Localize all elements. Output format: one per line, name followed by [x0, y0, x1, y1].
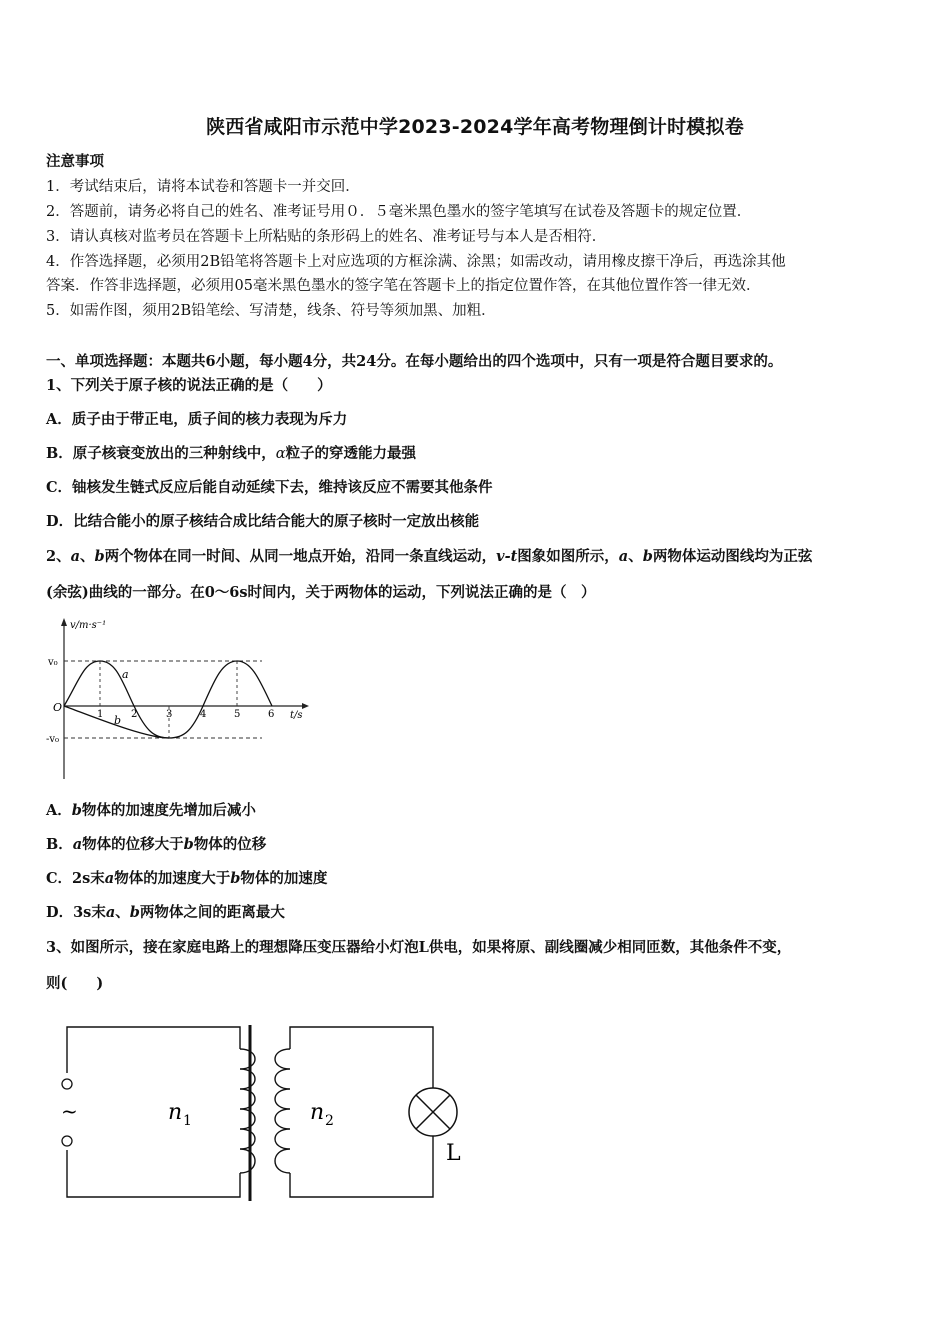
option-part: a	[72, 836, 83, 853]
q2-stem-part: v-t	[496, 548, 518, 565]
terminal-top	[62, 1079, 72, 1089]
notice-item-4: 4．作答选择题，必须用2B铅笔将答题卡上对应选项的方框涂满、涂黑；如需改动，请用橡皮擦干净后，再选涂其他	[46, 254, 786, 270]
notice-item-4-cont: 答案．作答非选择题，必须用05毫米黑色墨水的签字笔在答题卡上的指定位置作答，在其他位置作答一律无效．	[46, 278, 761, 294]
q2-option-b	[46, 835, 266, 855]
q1-option-b	[46, 444, 416, 464]
ac-symbol: ~	[61, 1099, 78, 1123]
notice-item-1: 1．考试结束后，请将本试卷和答题卡一并交回．	[46, 179, 360, 195]
option-part: 物体的加速度	[240, 870, 328, 887]
section-header: 一、单项选择题：本题共6小题，每小题4分，共24分。在每小题给出的四个选项中，只有一项是符合题目要求的。	[46, 353, 783, 370]
secondary-wire-top	[290, 1027, 433, 1089]
q1-option-b-post: 粒子的穿透能力最强	[285, 445, 417, 462]
option-part: D．3s末	[46, 904, 106, 921]
q3-stem: 3、如图所示，接在家庭电路上的理想降压变压器给小灯泡L供电，如果将原、副线圈减少相同匝数，其他条件不变，	[46, 939, 792, 956]
primary-wire-top	[67, 1027, 240, 1073]
option-part: 物体的位移	[193, 836, 267, 853]
n1-label: n	[168, 1100, 183, 1125]
tick-label: 4	[200, 709, 207, 720]
primary-coil	[240, 1049, 255, 1173]
q3-stem-cont: 则( )	[46, 975, 104, 992]
primary-wire-bottom	[67, 1150, 240, 1197]
q2-stem-part: b	[642, 548, 653, 565]
tick-label: 3	[166, 709, 173, 720]
notice-item-2: 2．答题前，请务必将自己的姓名、准考证号用０．５毫米黑色墨水的签字笔填写在试卷及答题卡的规定位置．	[46, 204, 752, 220]
tick-label: 6	[268, 709, 275, 720]
origin-label: O	[53, 701, 63, 714]
q1-stem: 1、下列关于原子核的说法正确的是（ ）	[46, 377, 332, 394]
option-part: C．2s末	[46, 870, 105, 887]
notice-item-5: 5．如需作图，须用2B铅笔绘、写清楚，线条、符号等须加黑、加粗．	[46, 303, 496, 319]
lamp-label: L	[446, 1141, 461, 1166]
terminal-bottom	[62, 1136, 72, 1146]
curve-b-label: b	[114, 714, 122, 727]
q1-option-b-pre: B．原子核衰变放出的三种射线中，	[46, 445, 276, 462]
option-part: 物体的加速度大于	[114, 870, 231, 887]
tick-label: 5	[234, 709, 241, 720]
page-title: 陕西省咸阳市示范中学2023-2024学年高考物理倒计时模拟卷	[206, 116, 744, 138]
alpha-symbol: α	[275, 446, 286, 462]
option-part: a	[105, 904, 116, 921]
v0-label: v₀	[48, 657, 58, 668]
q2-stem-cont: (余弦)曲线的一部分。在0～6s时间内，关于两物体的运动，下列说法正确的是（ ）	[46, 584, 596, 601]
y-axis-label: v/m·s⁻¹	[70, 620, 107, 631]
vt-graph	[44, 614, 314, 784]
secondary-coil	[275, 1049, 290, 1173]
y-axis-arrow	[61, 618, 67, 626]
notice-heading: 注意事项	[46, 153, 104, 170]
option-part: B．	[46, 836, 73, 853]
n2-label: n	[310, 1100, 325, 1125]
n1-subscript: 1	[183, 1113, 192, 1129]
q2-stem	[46, 547, 812, 567]
q2-stem-part: 、	[80, 548, 95, 565]
q2-stem-part: 两物体运动图线均为正弦	[652, 548, 813, 565]
tick-label: 2	[131, 709, 138, 720]
n2-subscript: 2	[325, 1113, 334, 1129]
curve-a	[64, 661, 275, 738]
q2-stem-part: a	[618, 548, 629, 565]
tick-label: 1	[97, 709, 104, 720]
q2-stem-part: 两个物体在同一时间、从同一地点开始，沿同一条直线运动，	[104, 548, 497, 565]
option-part: b	[129, 904, 140, 921]
x-axis-arrow	[302, 703, 309, 709]
q2-option-c	[46, 869, 327, 889]
x-axis-label: t/s	[290, 710, 303, 721]
option-part: 物体的加速度先增加后减小	[81, 802, 256, 819]
transformer-circuit	[50, 1015, 490, 1215]
curve-a-label: a	[122, 668, 129, 681]
q1-option-a: A．质子由于带正电，质子间的核力表现为斥力	[46, 411, 348, 428]
q2-option-a	[46, 801, 256, 821]
option-part: 物体的位移大于	[82, 836, 184, 853]
option-part: A．	[46, 802, 72, 819]
option-part: b	[71, 802, 82, 819]
option-part: b	[230, 870, 241, 887]
option-part: 、	[115, 904, 130, 921]
q1-option-c: C．铀核发生链式反应后能自动延续下去，维持该反应不需要其他条件	[46, 479, 493, 496]
q2-stem-part: a	[70, 548, 80, 565]
q2-option-d	[46, 903, 285, 923]
q2-stem-part: 、	[628, 548, 643, 565]
q1-option-d: D．比结合能小的原子核结合成比结合能大的原子核时一定放出核能	[46, 513, 480, 530]
q2-stem-part: b	[94, 548, 105, 565]
option-part: 两物体之间的距离最大	[139, 904, 285, 921]
option-part: a	[104, 870, 115, 887]
notice-item-3: 3．请认真核对监考员在答题卡上所粘贴的条形码上的姓名、准考证号与本人是否相符．	[46, 229, 607, 245]
option-part: b	[183, 836, 194, 853]
neg-v0-label: -v₀	[46, 734, 60, 745]
q2-stem-part: 2、	[46, 548, 71, 565]
secondary-wire-bottom	[290, 1135, 433, 1197]
q2-stem-part: 图象如图所示，	[517, 548, 619, 565]
